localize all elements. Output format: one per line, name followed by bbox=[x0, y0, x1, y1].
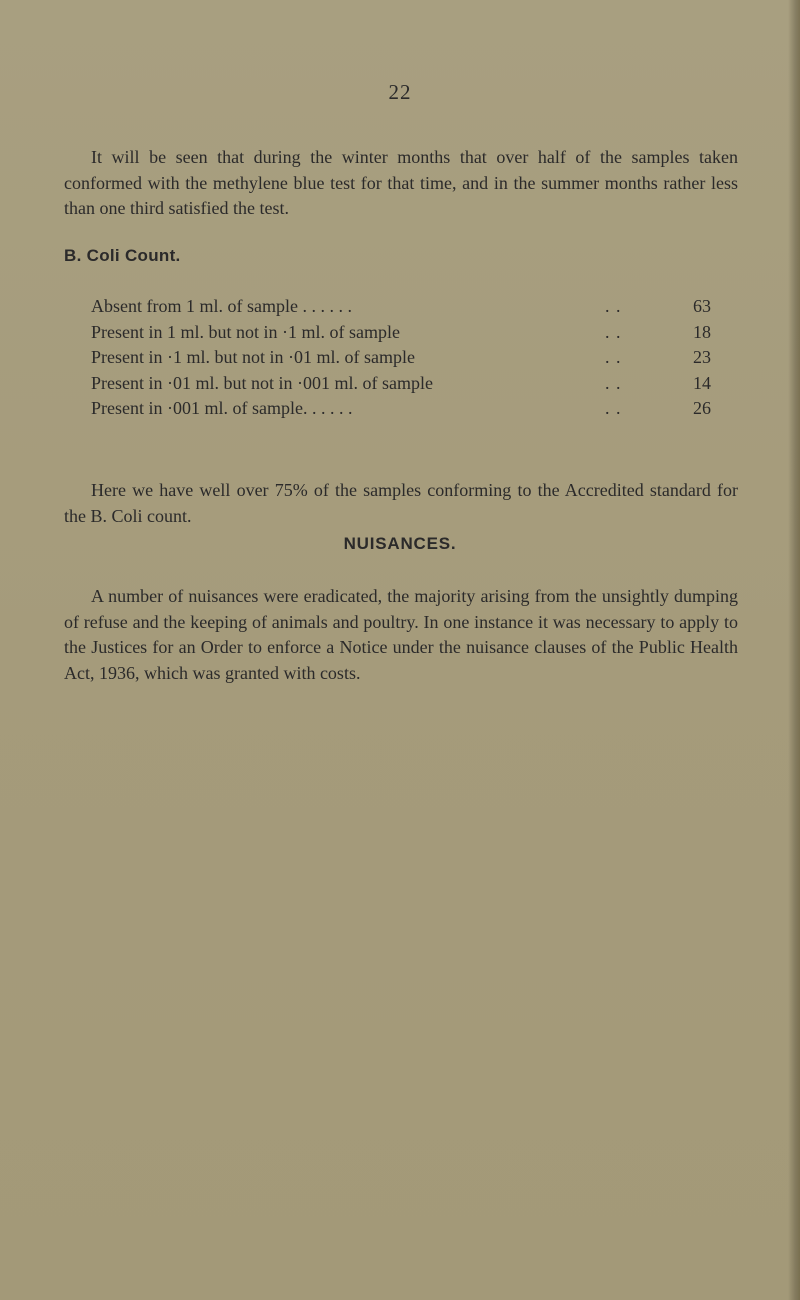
paragraph-nuisances: A number of nuisances were eradicated, the majority arising from the unsightly dumping of refuse and the keeping of animals and poultry. In one instance it was necessary to apply to the Justices for an Order to enforce a Notice under the nuisance clauses of the Public Health Act, 1936, which was granted with costs. bbox=[64, 586, 738, 683]
count-value: 23 bbox=[693, 347, 711, 367]
count-row bbox=[91, 345, 711, 371]
page-number: 22 bbox=[388, 80, 412, 104]
count-value: 14 bbox=[693, 372, 711, 393]
page-edge-shadow bbox=[788, 0, 800, 1300]
count-value: 63 bbox=[693, 296, 711, 316]
count-label: Present in ·01 ml. but not in ·001 ml. of sample bbox=[91, 372, 433, 393]
count-leader: . . bbox=[605, 321, 622, 342]
count-label: Present in ·1 ml. but not in ·01 ml. of sample bbox=[91, 347, 415, 367]
heading-coli-count: B. Coli Count. bbox=[64, 246, 181, 265]
coli-count-list bbox=[91, 294, 711, 422]
count-leader: . . bbox=[605, 296, 622, 316]
count-row bbox=[91, 371, 711, 397]
paragraph-methylene-blue: It will be seen that during the winter months that over half of the samples taken conformed with the methylene blue test for that time, and in the summer months rather less than one third satisfied the test. bbox=[64, 147, 738, 218]
count-value: 18 bbox=[693, 321, 711, 342]
count-leader: . . bbox=[605, 372, 622, 393]
count-row bbox=[91, 396, 711, 422]
count-leader: . . bbox=[605, 347, 622, 367]
count-label: Present in ·001 ml. of sample. . . . . . bbox=[91, 398, 353, 418]
heading-nuisances: NUISANCES. bbox=[343, 534, 457, 553]
count-label: Absent from 1 ml. of sample . . . . . . bbox=[91, 296, 352, 316]
count-row bbox=[91, 294, 711, 320]
count-value: 26 bbox=[693, 398, 711, 418]
count-leader: . . bbox=[605, 398, 622, 418]
count-row bbox=[91, 320, 711, 346]
count-label: Present in 1 ml. but not in ·1 ml. of sample bbox=[91, 321, 400, 342]
paragraph-accredited-standard: Here we have well over 75% of the samples conforming to the Accredited standard for the B. Coli count. bbox=[64, 480, 738, 526]
